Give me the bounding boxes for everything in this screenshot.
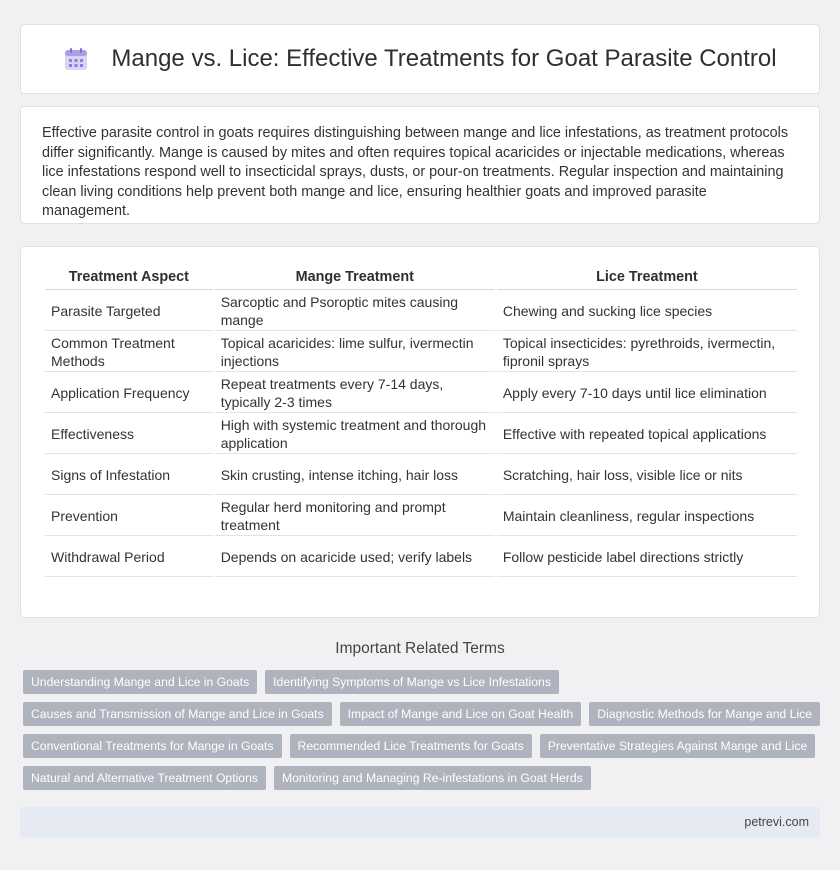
table-cell: Signs of Infestation — [45, 455, 213, 495]
related-term-tag[interactable]: Natural and Alternative Treatment Options — [23, 766, 266, 790]
related-term-tag[interactable]: Recommended Lice Treatments for Goats — [290, 734, 532, 758]
related-term-tag[interactable]: Preventative Strategies Against Mange and Lice — [540, 734, 815, 758]
tag-row — [23, 702, 823, 726]
table-cell: Skin crusting, intense itching, hair loss — [215, 455, 495, 495]
related-term-tag[interactable]: Understanding Mange and Lice in Goats — [23, 670, 257, 694]
table-cell: Effective with repeated topical applications — [497, 414, 797, 454]
calendar-icon — [63, 46, 89, 72]
table-row — [45, 537, 797, 577]
table-cell: Sarcoptic and Psoroptic mites causing mange — [215, 291, 495, 331]
table-cell: Withdrawal Period — [45, 537, 213, 577]
tag-row — [23, 734, 823, 758]
table-row — [45, 291, 797, 331]
footer-site-link[interactable]: petrevi.com — [744, 815, 809, 829]
intro-text: Effective parasite control in goats requires distinguishing between mange and lice infestations, as treatment protocols differ significantly. Mange is caused by mites and often requires topical acaricides or injectable medications, whereas lice infestations respond well to insecticidal sprays, dusts, or pour-on treatments. Regular inspection and maintaining clean living conditions help prevent both mange and lice, ensuring healthier goats and improved parasite management. — [42, 125, 789, 220]
intro-card — [20, 106, 820, 224]
header-treatment-aspect: Treatment Aspect — [45, 265, 213, 290]
table-row — [45, 373, 797, 413]
header-lice-treatment: Lice Treatment — [497, 265, 797, 290]
table-cell: Effectiveness — [45, 414, 213, 454]
table-row — [45, 455, 797, 495]
table-cell: Chewing and sucking lice species — [497, 291, 797, 331]
table-cell: High with systemic treatment and thorough application — [215, 414, 495, 454]
header-mange-treatment: Mange Treatment — [215, 265, 495, 290]
footer — [20, 807, 820, 838]
tag-row — [23, 766, 823, 790]
related-terms-title: Important Related Terms — [335, 640, 505, 657]
table-cell: Depends on acaricide used; verify labels — [215, 537, 495, 577]
table-cell: Apply every 7-10 days until lice elimination — [497, 373, 797, 413]
table-cell: Scratching, hair loss, visible lice or nits — [497, 455, 797, 495]
table-cell: Repeat treatments every 7-14 days, typically 2-3 times — [215, 373, 495, 413]
related-term-tag[interactable]: Monitoring and Managing Re-infestations in Goat Herds — [274, 766, 591, 790]
table-cell: Topical insecticides: pyrethroids, ivermectin, fipronil sprays — [497, 332, 797, 372]
table-cell: Prevention — [45, 496, 213, 536]
table-cell: Common Treatment Methods — [45, 332, 213, 372]
header-card — [20, 24, 820, 94]
table-cell: Topical acaricides: lime sulfur, ivermectin injections — [215, 332, 495, 372]
table-cell: Parasite Targeted — [45, 291, 213, 331]
table-card — [20, 246, 820, 618]
related-terms-list — [23, 670, 823, 798]
table-header-row — [45, 265, 797, 290]
related-term-tag[interactable]: Causes and Transmission of Mange and Lice in Goats — [23, 702, 332, 726]
table-row — [45, 332, 797, 372]
table-cell: Follow pesticide label directions strictly — [497, 537, 797, 577]
table-cell: Regular herd monitoring and prompt treatment — [215, 496, 495, 536]
related-term-tag[interactable]: Conventional Treatments for Mange in Goats — [23, 734, 282, 758]
table-cell: Application Frequency — [45, 373, 213, 413]
table-row — [45, 414, 797, 454]
table-row — [45, 496, 797, 536]
related-term-tag[interactable]: Identifying Symptoms of Mange vs Lice Infestations — [265, 670, 559, 694]
related-term-tag[interactable]: Diagnostic Methods for Mange and Lice — [589, 702, 820, 726]
tag-row — [23, 670, 823, 694]
related-term-tag[interactable]: Impact of Mange and Lice on Goat Health — [340, 702, 582, 726]
table-cell: Maintain cleanliness, regular inspections — [497, 496, 797, 536]
comparison-table — [43, 264, 799, 578]
page-title: Mange vs. Lice: Effective Treatments for Goat Parasite Control — [111, 45, 777, 72]
